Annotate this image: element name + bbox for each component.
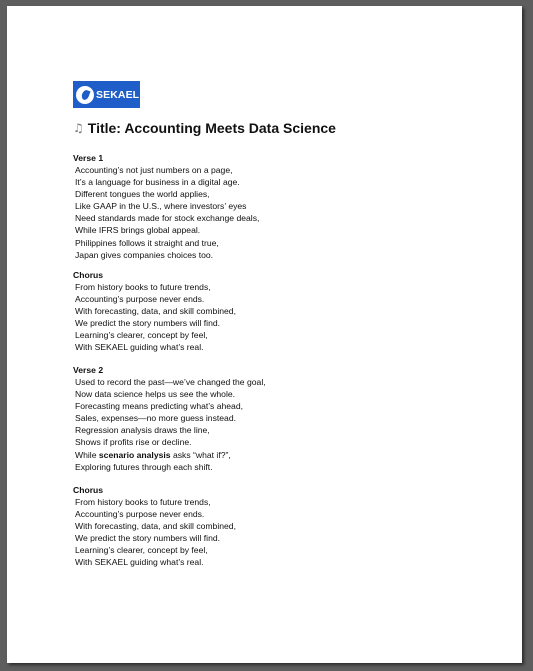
sekael-logo: [73, 81, 140, 108]
lyric-line: While IFRS brings global appeal.: [75, 225, 201, 236]
chorus-1: [73, 269, 236, 354]
section-heading: Chorus: [73, 485, 104, 495]
section-heading: Verse 1: [73, 153, 104, 163]
lyric-line: Used to record the past—we’ve changed the goal,: [75, 377, 266, 387]
verse-2: [73, 364, 266, 473]
lyric-line: Forecasting means predicting what’s ahead,: [75, 401, 243, 412]
lyric-line: Accounting’s purpose never ends.: [75, 509, 205, 520]
lyric-line: Philippines follows it straight and true,: [75, 237, 219, 248]
lyric-line: Like GAAP in the U.S., where investors’ eyes: [75, 201, 247, 212]
lyric-text: asks “what if?”,: [170, 449, 231, 460]
lyric-line: [75, 449, 266, 461]
document-page: [7, 6, 522, 663]
lyric-line: Need standards made for stock exchange deals,: [75, 213, 260, 224]
globe-icon: [76, 86, 94, 104]
lyric-text: While: [75, 449, 99, 460]
lyric-line: Learning’s clearer, concept by feel,: [75, 330, 208, 341]
lyric-line: Now data science helps us see the whole.: [75, 389, 236, 400]
lyric-line: With forecasting, data, and skill combined,: [75, 521, 236, 532]
lyric-line: Regression analysis draws the line,: [75, 425, 210, 436]
lyric-line: Exploring futures through each shift.: [75, 461, 213, 472]
lyric-line: With SEKAEL guiding what’s real.: [75, 342, 204, 353]
lyric-line: We predict the story numbers will find.: [75, 533, 221, 544]
song-title-row: [73, 120, 336, 136]
lyric-line: Different tongues the world applies,: [75, 189, 210, 200]
lyric-line: Learning’s clearer, concept by feel,: [75, 545, 208, 556]
lyric-line: Japan gives companies choices too.: [75, 249, 214, 260]
music-notes-icon: ♫: [73, 121, 84, 135]
verse-1: [73, 152, 259, 261]
chorus-2: [73, 484, 236, 569]
lyric-line: We predict the story numbers will find.: [75, 318, 221, 329]
lyric-line: Accounting’s not just numbers on a page,: [75, 165, 233, 175]
logo-text: SEKAEL: [96, 88, 140, 101]
lyric-line: It’s a language for business in a digital age.: [75, 177, 240, 188]
section-heading: Verse 2: [73, 365, 104, 375]
lyric-line: Sales, expenses—no more guess instead.: [75, 413, 236, 424]
emphasized-phrase: scenario analysis: [98, 449, 171, 460]
song-title: Title: Accounting Meets Data Science: [87, 120, 336, 136]
lyric-line: From history books to future trends,: [75, 282, 211, 292]
lyric-line: Accounting’s purpose never ends.: [75, 294, 205, 305]
lyric-line: From history books to future trends,: [75, 497, 211, 507]
lyric-line: With SEKAEL guiding what’s real.: [75, 557, 204, 568]
lyric-line: With forecasting, data, and skill combined,: [75, 306, 236, 317]
section-heading: Chorus: [73, 270, 104, 280]
lyric-line: Shows if profits rise or decline.: [75, 437, 192, 448]
